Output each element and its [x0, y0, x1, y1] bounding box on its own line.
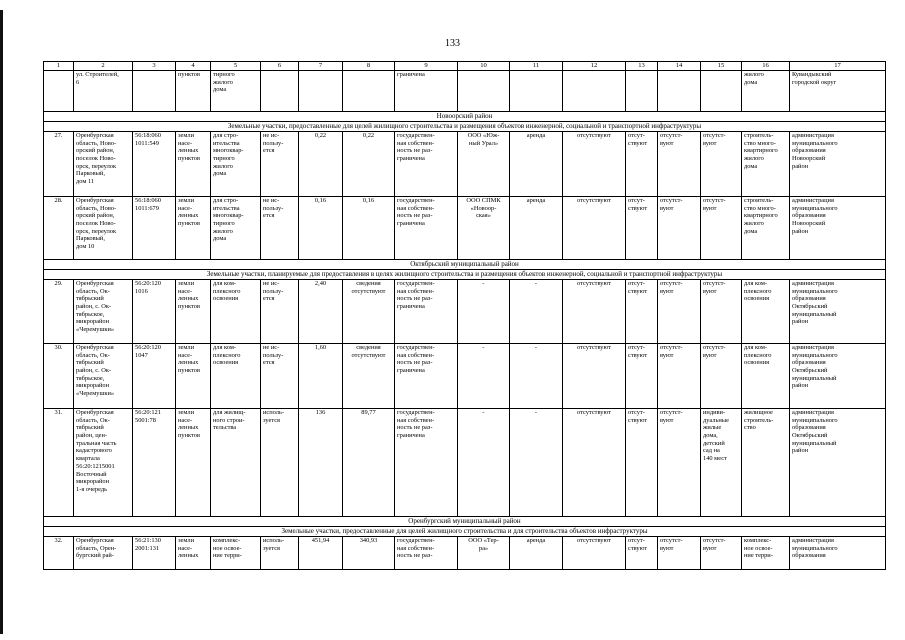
table-cell: земли насе- ленных пунктов: [176, 280, 211, 344]
table-cell: государствен- ная собствен- ность не раз- граничена: [395, 409, 458, 517]
table-cell: [510, 71, 563, 112]
table-cell: [343, 71, 395, 112]
section-orenburg-sub: Земельные участки, предоставленные для целей жилищного строительства и для строительства объектов инфраструктуры: [44, 527, 886, 537]
table-cell: -: [458, 344, 510, 409]
table-row: [44, 197, 886, 260]
table-cell: отсутствуют: [563, 132, 626, 197]
table-cell: ООО СПМК «Новоор- ская»: [458, 197, 510, 260]
table-cell: -: [510, 280, 563, 344]
table-cell: 17: [790, 62, 886, 71]
table-cell: отсутст- вуют: [701, 132, 742, 197]
table-cell: для стро- ительства многоквар- тирного жилого дома: [211, 132, 261, 197]
table-cell: 6: [261, 62, 299, 71]
table-cell: земли насе- ленных пунктов: [176, 409, 211, 517]
table-cell: администрация муниципального образования Октябрьский муниципальный район: [790, 280, 886, 344]
table-cell: 0,16: [299, 197, 343, 260]
page-number: 133: [445, 38, 460, 49]
table-cell: для ком- плексного освоения: [742, 280, 790, 344]
table-cell: Оренбургская область, Орен- бургский рай-: [74, 537, 133, 570]
table-row: [44, 132, 886, 197]
table-cell: 56:21:130 2001:131: [133, 537, 176, 570]
table-row: [44, 537, 886, 570]
table-cell: государствен- ная собствен- ность не раз- граничена: [395, 132, 458, 197]
table-cell: отсутст- вуют: [701, 537, 742, 570]
table-cell: государствен- ная собствен- ность не раз- граничена: [395, 280, 458, 344]
table-cell: не ис- пользу- ется: [261, 280, 299, 344]
table-cell: [563, 71, 626, 112]
table-cell: ул. Строителей, 6: [74, 71, 133, 112]
table-cell: для ком- плексного освоения: [211, 344, 261, 409]
table-cell: отсутст- вуют: [658, 197, 701, 260]
table-cell: 16: [742, 62, 790, 71]
table-cell: администрация муниципального образования: [790, 537, 886, 570]
table-cell: 56:20:120 1047: [133, 344, 176, 409]
table-cell: отсут- ствуют: [626, 132, 658, 197]
table-cell: отсутст- вуют: [658, 344, 701, 409]
table-cell: 1,60: [299, 344, 343, 409]
table-cell: 89,77: [343, 409, 395, 517]
table-cell: отсутствуют: [563, 280, 626, 344]
table-cell: аренда: [510, 537, 563, 570]
table-cell: отсутст- вуют: [658, 409, 701, 517]
table-cell: 30.: [44, 344, 74, 409]
table-cell: земли насе- ленных пунктов: [176, 197, 211, 260]
table-cell: государствен- ная собствен- ность не раз-: [395, 537, 458, 570]
table-cell: [261, 71, 299, 112]
table-cell: 0,22: [299, 132, 343, 197]
section-orenburg-district: Оренбургский муниципальный район: [44, 517, 886, 527]
table-cell: сведения отсутствуют: [343, 344, 395, 409]
table-cell: [44, 71, 74, 112]
table-cell: ООО «Юж- ный Урал»: [458, 132, 510, 197]
table-cell: граничена: [395, 71, 458, 112]
table-cell: пунктов: [176, 71, 211, 112]
table-cell: [658, 71, 701, 112]
section-row: [44, 122, 886, 132]
table-cell: земли насе- ленных пунктов: [176, 344, 211, 409]
table-cell: отсут- ствуют: [626, 409, 658, 517]
table-cell: администрация муниципального образования Октябрьский муниципальный район: [790, 409, 886, 517]
table-cell: комплекс- ное освое- ние терри-: [742, 537, 790, 570]
table-cell: Оренбургская область, Ок- тябрьский район, цен- тральная часть кадастрового квартала 56:20:1215001 Восточный микрорайон 1-я очередь: [74, 409, 133, 517]
table-cell: 27.: [44, 132, 74, 197]
section-novoorsk-sub: Земельные участки, предоставленные для целей жилищного строительства и размещения объектов инженерной, социальной и транспортной инфраструктуры: [44, 122, 886, 132]
table-cell: аренда: [510, 132, 563, 197]
table-cell: Оренбургская область, Ок- тябрьский район, с. Ок- тябрьское, микрорайон «Черемушки»: [74, 280, 133, 344]
table-cell: 29.: [44, 280, 74, 344]
table-cell: отсутст- вуют: [658, 537, 701, 570]
table-cell: 32.: [44, 537, 74, 570]
table-cell: 136: [299, 409, 343, 517]
scan-margin-bar: [0, 10, 3, 634]
table-cell: исполь- зуется: [261, 409, 299, 517]
table-cell: 2,40: [299, 280, 343, 344]
table-cell: исполь- зуется: [261, 537, 299, 570]
table-cell: отсутствуют: [563, 537, 626, 570]
table-cell: государствен- ная собствен- ность не раз- граничена: [395, 197, 458, 260]
table-cell: не ис- пользу- ется: [261, 344, 299, 409]
table-row: [44, 409, 886, 517]
section-row: [44, 527, 886, 537]
table-cell: отсутствуют: [563, 344, 626, 409]
land-plots-table: [43, 61, 886, 570]
table-cell: для ком- плексного освоения: [742, 344, 790, 409]
table-cell: сведения отсутствуют: [343, 280, 395, 344]
continuation-row: [44, 71, 886, 112]
table-cell: для ком- плексного освоения: [211, 280, 261, 344]
section-novoorsk-district: Новоорский район: [44, 112, 886, 122]
table-cell: ООО «Тер- ра»: [458, 537, 510, 570]
table-cell: жилищное строитель- ство: [742, 409, 790, 517]
table-cell: 0,16: [343, 197, 395, 260]
table-cell: 5: [211, 62, 261, 71]
section-row: [44, 270, 886, 280]
table-cell: 3: [133, 62, 176, 71]
table-cell: 28.: [44, 197, 74, 260]
table-cell: 14: [658, 62, 701, 71]
table-cell: администрация муниципального образования Октябрьский муниципальный район: [790, 344, 886, 409]
table-cell: 15: [701, 62, 742, 71]
table-cell: земли насе- ленных пунктов: [176, 132, 211, 197]
column-number-row: [44, 62, 886, 71]
table-cell: [133, 71, 176, 112]
table-cell: 451,94: [299, 537, 343, 570]
table-cell: отсутст- вуют: [658, 280, 701, 344]
table-cell: отсутст- вуют: [701, 280, 742, 344]
table-cell: 31.: [44, 409, 74, 517]
table-cell: отсут- ствуют: [626, 280, 658, 344]
table-cell: аренда: [510, 197, 563, 260]
table-cell: 56:20:121 5001:78: [133, 409, 176, 517]
table-cell: не ис- пользу- ется: [261, 197, 299, 260]
section-row: [44, 260, 886, 270]
table-cell: [701, 71, 742, 112]
table-cell: 56:18:060 1011:549: [133, 132, 176, 197]
table-row: [44, 344, 886, 409]
table-cell: 8: [343, 62, 395, 71]
table-cell: индиви- дуальные жилые дома, детский сад на 140 мест: [701, 409, 742, 517]
section-oktyabrsky-district: Октябрьский муниципальный район: [44, 260, 886, 270]
table-cell: Оренбургская область, Ок- тябрьский район, с. Ок- тябрьское, микрорайон «Черемушки»: [74, 344, 133, 409]
table-cell: -: [510, 344, 563, 409]
table-cell: -: [458, 280, 510, 344]
table-row: [44, 280, 886, 344]
table-cell: Оренбургская область, Ново- орский район, поселок Ново- орск, переулок Парковый, дом 10: [74, 197, 133, 260]
table-cell: 4: [176, 62, 211, 71]
section-oktyabrsky-sub: Земельные участки, планируемые для предоставления в целях жилищного строительства и размещения объектов инженерной, социальной и транспортной инфраструктуры: [44, 270, 886, 280]
table-cell: 12: [563, 62, 626, 71]
table-cell: [626, 71, 658, 112]
table-cell: 9: [395, 62, 458, 71]
table-cell: администрация муниципального образования Новоорский район: [790, 132, 886, 197]
table-cell: 340,93: [343, 537, 395, 570]
table-cell: комплекс- ное освое- ние терри-: [211, 537, 261, 570]
table-cell: 7: [299, 62, 343, 71]
section-row: [44, 517, 886, 527]
table-cell: отсут- ствуют: [626, 197, 658, 260]
table-cell: государствен- ная собствен- ность не раз- граничена: [395, 344, 458, 409]
table-cell: для стро- ительства многоквар- тирного жилого дома: [211, 197, 261, 260]
table-cell: Кувандыкский городской округ: [790, 71, 886, 112]
table-cell: 13: [626, 62, 658, 71]
table-cell: администрация муниципального образования Новоорский район: [790, 197, 886, 260]
table-cell: отсутст- вуют: [701, 344, 742, 409]
table-cell: строитель- ство много- квартирного жилого дома: [742, 132, 790, 197]
table-cell: 11: [510, 62, 563, 71]
table-cell: отсутст- вуют: [658, 132, 701, 197]
table-cell: отсутствуют: [563, 197, 626, 260]
table-cell: отсутствуют: [563, 409, 626, 517]
table-cell: для жилищ- ного строи- тельства: [211, 409, 261, 517]
table-cell: 1: [44, 62, 74, 71]
table-cell: Оренбургская область, Ново- орский район, поселок Ново- орск, переулок Парковый, дом 11: [74, 132, 133, 197]
table-cell: не ис- пользу- ется: [261, 132, 299, 197]
table-cell: тирного жилого дома: [211, 71, 261, 112]
table-cell: -: [510, 409, 563, 517]
table-cell: 0,22: [343, 132, 395, 197]
table-cell: жилого дома: [742, 71, 790, 112]
table-cell: строитель- ство много- квартирного жилого дома: [742, 197, 790, 260]
table-cell: 10: [458, 62, 510, 71]
table-cell: 56:20:120 1016: [133, 280, 176, 344]
table-cell: отсут- ствуют: [626, 537, 658, 570]
table-cell: земли насе- ленных: [176, 537, 211, 570]
table-cell: отсут- ствуют: [626, 344, 658, 409]
section-row: [44, 112, 886, 122]
table-cell: [299, 71, 343, 112]
table-cell: 2: [74, 62, 133, 71]
table-cell: [458, 71, 510, 112]
table-cell: отсутст- вуют: [701, 197, 742, 260]
table-cell: 56:18:060 1011:679: [133, 197, 176, 260]
table-cell: -: [458, 409, 510, 517]
